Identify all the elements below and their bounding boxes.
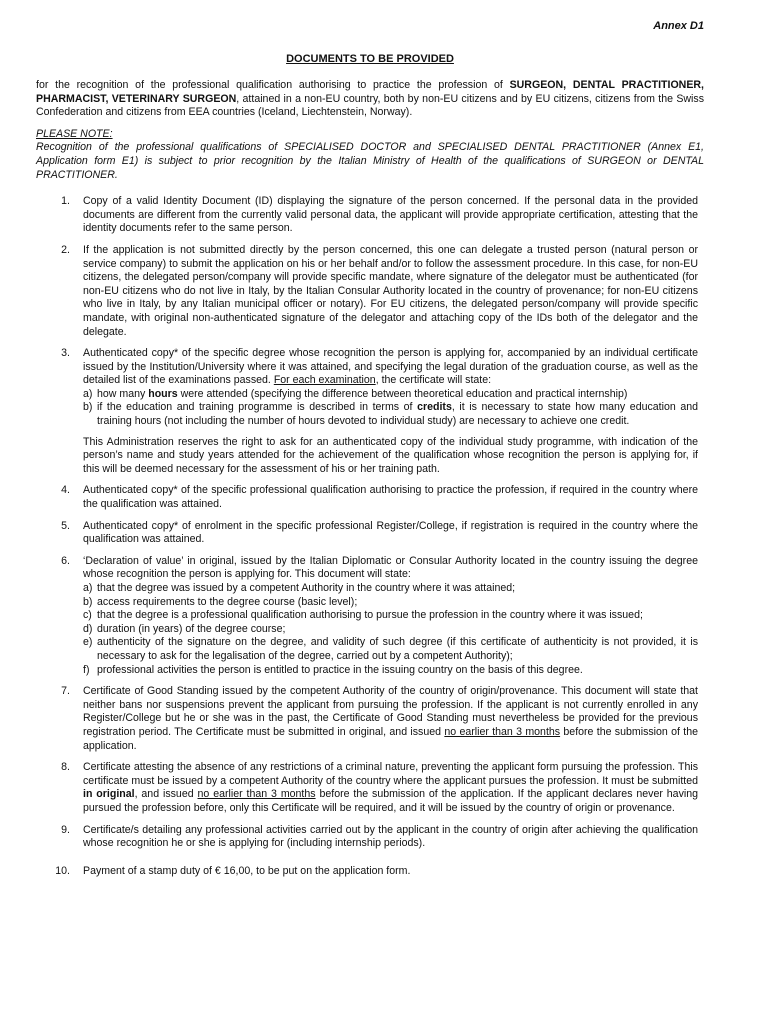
- note-text: Recognition of the professional qualifications of SPECIALISED DOCTOR and SPECIALISED DENTAL PRACTITIONER (Annex E1, Application form E1) is subject to prior recognition by the Italian Ministry of Health of the qualifications of SURGEON or DENTAL PRACTITIONER.: [36, 141, 704, 181]
- item-text: Copy of a valid Identity Document (ID) displaying the signature of the person concerned. If the personal data in the provided documents are different from the currently valid personal data, the applicant will provide appropriate certification, attesting that the identity documents refer to the same person.: [83, 195, 698, 235]
- list-item: [36, 244, 704, 339]
- sub-item: d) duration (in years) of the degree course;: [83, 622, 286, 635]
- item-text: Certificate of Good Standing issued by the competent Authority of the country of origin/provenance. This document will state that neither bans nor suspensions prevent the applicant from pursuing the profession. If the applicant is not currently enrolled in any Register/College but he or she was in the past, the Certificate of Good Standing must nevertheless be provided for the previous registration period. The Certificate must be submitted in original, and issued no earlier than 3 months before the submission of the application.: [83, 685, 698, 752]
- intro-paragraph: for the recognition of the professional qualification authorising to practice the profession of SURGEON, DENTAL PRACTITIONER, PHARMACIST, VETERINARY SURGEON, attained in a non-EU country, both by non-EU citizens and by EU citizens, citizens from the Swiss Confederation and citizens from EEA countries (Iceland, Liechtenstein, Norway).: [36, 79, 704, 119]
- list-item: [36, 347, 704, 476]
- sub-item: a) that the degree was issued by a competent Authority in the country where it was attained;: [83, 582, 516, 594]
- list-item: [36, 555, 704, 677]
- list-item: [36, 761, 704, 815]
- list-item: [36, 195, 704, 236]
- item-number: 10.: [55, 864, 70, 877]
- professions-list: SURGEON, DENTAL PRACTITIONER, PHARMACIST, VETERINARY SURGEON: [36, 79, 704, 105]
- sub-item: b) access requirements to the degree course (basic level);: [83, 595, 358, 608]
- administration-note: This Administration reserves the right to ask for an authenticated copy of the individual study programme, with indication of the person’s name and study years attended for the achievement of the qualification whose recognition the person is applying for, if this will be deemed necessary for the assessment of his or her training path.: [83, 435, 698, 475]
- list-item: [36, 484, 704, 511]
- item-number: 7.: [61, 685, 70, 698]
- sub-item: e) authenticity of the signature on the degree, and validity of such degree (if this certificate of authenticity is not provided, it is necessary to ask for the legalisation of the degree, carried out by a competent Authority);: [83, 636, 698, 662]
- item-text: Certificate attesting the absence of any restrictions of a criminal nature, preventing the applicant form pursuing the profession. This certificate must be issued by a competent Authority of the country where the applicant pursues the profession. It must be submitted in original, and issued no earlier than 3 months before the submission of the application. If the applicant declares never having pursued the profession before, only this Certificate will be required, and it will be issued by the country of origin or provenance.: [83, 761, 699, 814]
- item-number: 6.: [61, 554, 70, 567]
- sub-item: b) if the education and training programme is described in terms of credits, it is necessary to state how many education and training hours (not including the number of hours devoted to individual study) are necessary to achieve one credit.: [83, 401, 698, 428]
- documents-list: [36, 195, 704, 878]
- list-item: [36, 520, 704, 547]
- item-number: 8.: [61, 761, 70, 774]
- item-number: 2.: [61, 243, 70, 256]
- item-text: Authenticated copy* of the specific degree whose recognition the person is applying for, accompanied by an individual certificate issued by the Institution/University where it was attained, and specifying the legal duration of the graduation course, as well as the detailed list of the examinations passed. For each examination, the certificate will state:: [83, 347, 698, 387]
- item-text: Authenticated copy* of the specific professional qualification authorising to practice the profession, if required in the country where the qualification was attained.: [83, 484, 698, 511]
- item-number: 9.: [61, 823, 70, 836]
- item-text: Payment of a stamp duty of € 16,00, to be put on the application form.: [83, 864, 411, 877]
- sub-item: f) professional activities the person is entitled to practice in the issuing country on the basis of this degree.: [83, 663, 583, 676]
- item-number: 3.: [61, 347, 70, 360]
- item-text: If the application is not submitted directly by the person concerned, this one can delegate a trusted person (natural person or service company) to submit the application on his or her behalf and/or to follow the assessment procedure. In this case, for non-EU citizens, the delegated person/company will provide specific mandate, where signature of the delegator must be authenticated (for non-EU citizens who do not live in Italy, by the Italian Consular Authority located in the country of provenance; for non-EU citizens who live in Italy, by any Italian municipal officer or notary). For EU citizens, the delegated person/company will provide specific mandate, with original non-authenticated signature of the delegator and attaching copy of the IDs both of the delegator and the delegate.: [83, 243, 698, 338]
- document-title: DOCUMENTS TO BE PROVIDED: [286, 53, 454, 65]
- item-number: 4.: [61, 484, 70, 497]
- item-text: ‘Declaration of value’ in original, issued by the Italian Diplomatic or Consular Authority located in the country issuing the degree whose recognition the person is applying for. This document will state:: [83, 554, 698, 581]
- item-number: 5.: [61, 519, 70, 532]
- item-number: 1.: [61, 195, 70, 208]
- sub-list: [83, 582, 698, 677]
- list-item: [36, 685, 704, 753]
- sub-item: c) that the degree is a professional qualification authorising to pursue the profession in the country where it was issued;: [83, 609, 643, 622]
- sub-list: [83, 388, 698, 429]
- list-item: [36, 865, 704, 879]
- note-label: PLEASE NOTE:: [36, 127, 113, 140]
- list-item: [36, 824, 704, 851]
- item-text: Authenticated copy* of enrolment in the specific professional Register/College, if registration is required in the country where the qualification was attained.: [83, 519, 698, 546]
- document-page: [36, 20, 704, 886]
- annex-label: Annex D1: [653, 20, 704, 32]
- sub-item: a) how many hours were attended (specifying the difference between theoretical education and practical internship): [83, 387, 628, 400]
- item-text: Certificate/s detailing any professional activities carried out by the applicant in the country of origin after achieving the qualification whose recognition he or she is applying for (including internship periods).: [83, 823, 698, 850]
